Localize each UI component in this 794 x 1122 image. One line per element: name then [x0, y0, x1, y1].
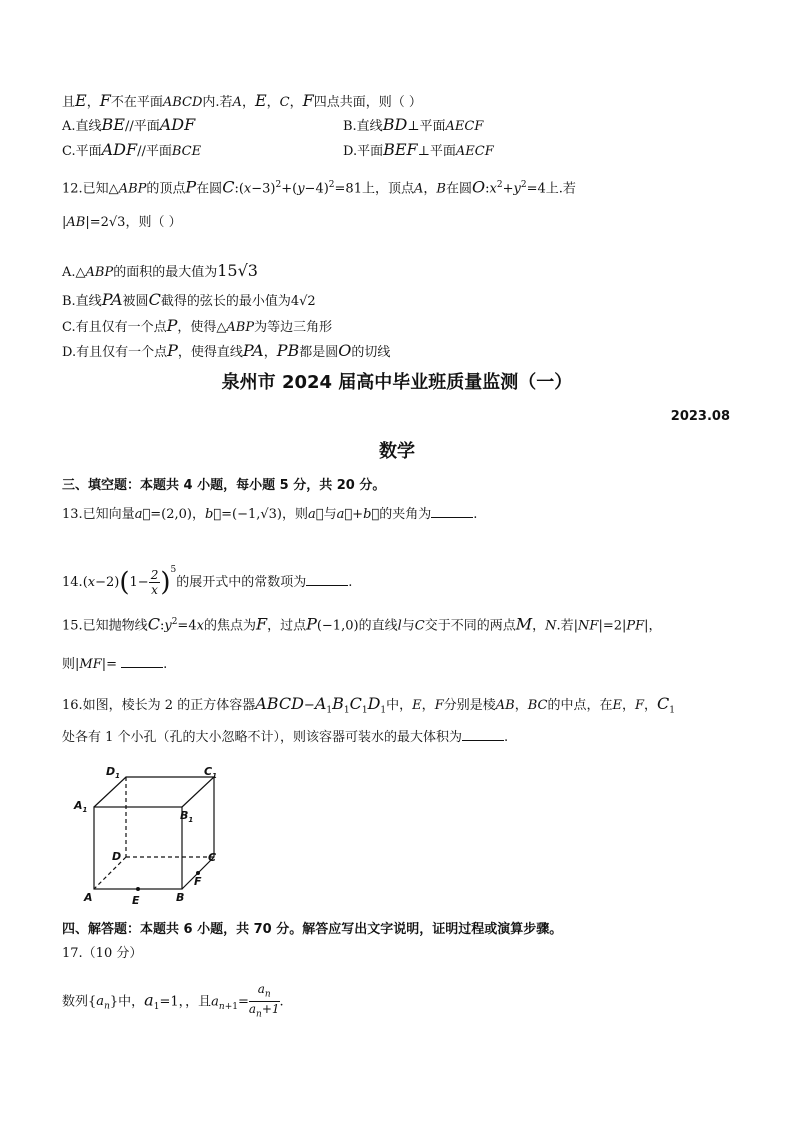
subject-title: 数学: [379, 441, 415, 462]
cube-front-face: [94, 807, 182, 889]
q16-ask: 处各有 1 个小孔（孔的大小忽略不计），则该容器可装水的最大体积为 .: [62, 730, 509, 745]
label-b: B: [176, 891, 185, 904]
point-e: [136, 887, 140, 891]
label-a: A: [84, 891, 93, 904]
label-b1: $B_1$: [180, 809, 194, 824]
q11-option-b: B.直线BD⊥平面AECF: [343, 115, 484, 134]
q13-answer-blank: [431, 505, 473, 518]
label-c1: $C_1$: [204, 765, 217, 780]
q17-stem: 数列$\{a_n\}$中，$a_1=1$，，且$a_{n+1}=$ $\frac{a_n}{a_n+1}$ .: [62, 982, 284, 1020]
q15-answer-blank: [121, 655, 163, 668]
label-c: C: [208, 851, 217, 864]
q12-condition: |AB|=2√3，则（ ）: [62, 215, 182, 230]
q11-option-d: D.平面BEF⊥平面AECF: [343, 140, 494, 159]
q11-option-a: A.直线BE//平面ADF: [62, 115, 196, 134]
q12-option-c: C.有且仅有一个点P，使得△ABP为等边三角形: [62, 316, 333, 335]
label-d1: $D_1$: [106, 765, 121, 780]
q15-stem: 15.已知抛物线$C:y^2=4x$的焦点为F，过点P(−1,0)的直线l与C交于不同的两点M，N.若|NF|=2|PF|，: [62, 614, 662, 634]
q12-option-b: B.直线PA被圆C截得的弦长的最小值为4√2: [62, 290, 316, 309]
q12-stem: 12.已知△ABP的顶点P在圆$C:(x-3)^2+(y-4)^2=81$上，顶点A，B在圆$O:x^2+y^2=4$上.若: [62, 177, 576, 197]
cube-top-face: [94, 777, 214, 807]
q12-option-d: D.有且仅有一个点P，使得直线PA，PB都是圆O的切线: [62, 341, 391, 360]
q15-ask: 则|MF|= .: [62, 657, 168, 672]
q16-stem: 16.如图，棱长为 2 的正方体容器$ABCD-A_1B_1C_1D_1$中，E，F分别是棱AB，BC的中点，在E，F，$C_1$: [62, 694, 676, 716]
label-a1: $A_1$: [74, 799, 88, 814]
exam-date: 2023.08: [670, 409, 730, 424]
q16-answer-blank: [462, 728, 504, 741]
q14-answer-blank: [306, 573, 348, 586]
hidden-edge-da: [94, 857, 126, 889]
label-d: D: [112, 850, 122, 863]
q14: 14.(x−2)(1− $\frac{2}{x}$ )$^5$的展开式中的常数项为 .: [62, 565, 353, 598]
q11-option-c: C.平面ADF//平面BCE: [62, 140, 202, 159]
section-4-heading: 四、解答题：本题共 6 小题，共 70 分。解答应写出文字说明，证明过程或演算步骤。: [62, 922, 563, 937]
q17-label: 17.（10 分）: [62, 946, 143, 961]
q11-stem: 且E，F不在平面ABCD内.若A，E，C，F四点共面，则（ ）: [62, 91, 422, 110]
label-e: E: [132, 894, 140, 905]
q12-option-a: A.△ABP的面积的最大值为15√3: [62, 261, 258, 280]
exam-title: 泉州市 2024 届高中毕业班质量监测（一）: [221, 372, 573, 393]
label-f: F: [194, 875, 202, 888]
section-3-heading: 三、填空题：本题共 4 小题，每小题 5 分，共 20 分。: [62, 478, 386, 493]
q13: 13.已知向量a⃗=(2,0)，b⃗=(−1,√3)，则a⃗与a⃗+b⃗的夹角为 .: [62, 507, 478, 522]
cube-figure: [70, 765, 230, 905]
